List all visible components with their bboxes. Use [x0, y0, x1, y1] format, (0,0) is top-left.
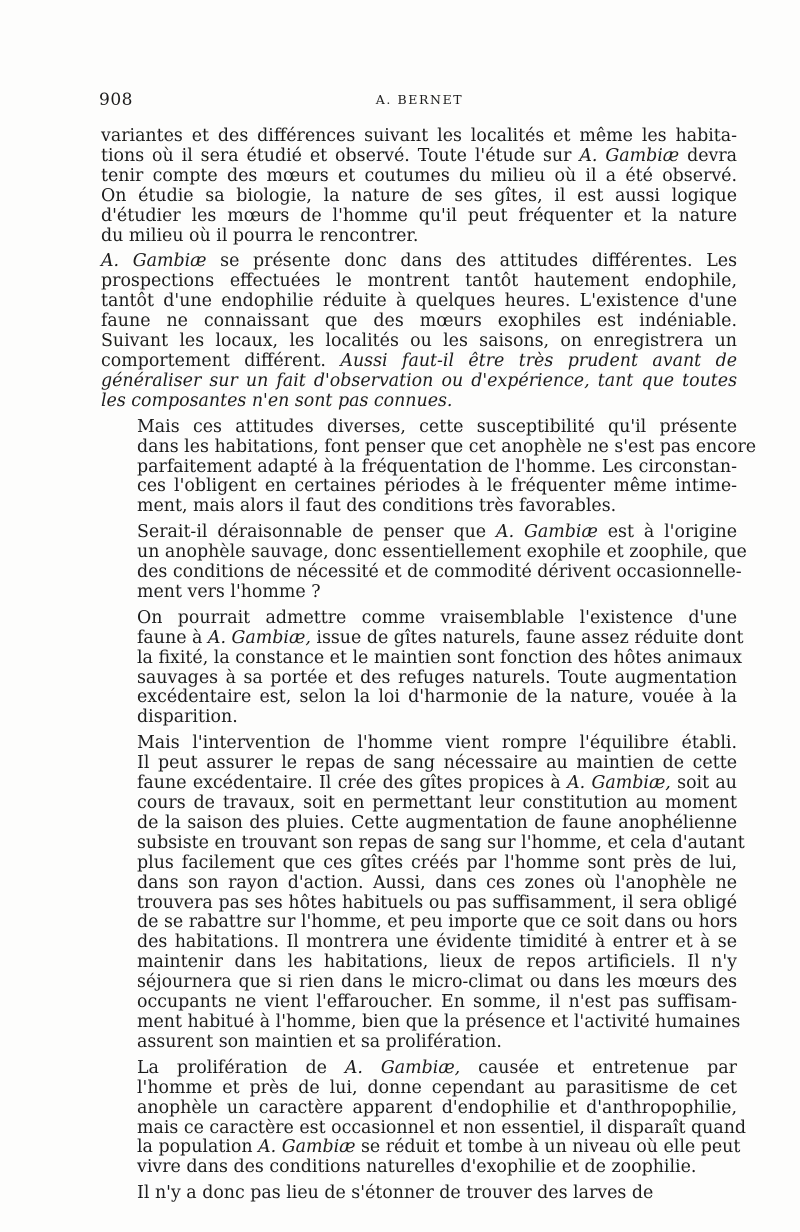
text-line: [101, 436, 757, 458]
text-run: dans son rayon d'action. Aussi, dans ces zones où l'anophèle ne: [137, 872, 737, 893]
italic-run: A. Gambiæ: [496, 522, 598, 543]
text-run: ment habitué à l'homme, bien que la présence et l'activité humaines: [137, 1011, 741, 1032]
text-run: du milieu où il pourra le rencontrer.: [101, 225, 419, 246]
text-line: [101, 1117, 747, 1139]
text-line: [101, 933, 737, 953]
text-run: mais ce caractère est occasionnel et non essentiel, il disparaît quand: [137, 1117, 747, 1138]
text-run: Serait-il déraisonnable de penser que: [137, 522, 497, 543]
text-line: [101, 973, 737, 993]
text-line: [101, 794, 737, 814]
text-run: issue de gîtes naturels, faune assez réduite dont: [310, 627, 744, 648]
text-run: trouvera pas ses hôtes habituels ou pas suffisamment, il sera obligé: [137, 892, 737, 913]
paragraph: [101, 1184, 737, 1204]
text-run: causée et entretenue par: [460, 1057, 737, 1078]
text-line: [101, 583, 737, 603]
text-line: [101, 814, 737, 834]
italic-run: A. Gambiæ: [101, 251, 207, 272]
text-run: excédentaire est, selon la loi d'harmonie de la nature, vouée à la: [137, 687, 737, 708]
text-line: [101, 392, 737, 412]
text-run: de la saison des pluies. Cette augmentation de faune anophélienne: [137, 812, 737, 833]
text-line: [101, 458, 737, 478]
text-run: Suivant les locaux, les localités ou les saisons, on enregistrera un: [101, 331, 737, 352]
italic-run: A. Gambiæ,: [344, 1057, 461, 1078]
italic-run: Aussi faut-il être très prudent avant de: [340, 350, 737, 371]
text-run: variantes et des différences suivant les localités et même les habita-: [101, 126, 737, 146]
text-run: un anophèle sauvage, donc essentiellement exophile et zoophile, que: [137, 542, 747, 563]
text-line: [101, 562, 742, 583]
text-line: [101, 627, 744, 649]
text-run: Il n'y a donc pas lieu de s'étonner de trouver des larves de: [137, 1183, 654, 1204]
text-run: On étudie sa biologie, la nature de ses gîtes, il est aussi logique: [101, 185, 737, 206]
paragraph: [101, 252, 737, 411]
text-run: comportement différent.: [101, 350, 341, 371]
text-run: anophèle un caractère apparent d'endophilie et d'anthropophilie,: [137, 1097, 737, 1118]
text-run: cours de travaux, soit en permettant leur constitution au moment: [137, 793, 737, 813]
text-line: [101, 1033, 737, 1053]
text-line: [101, 272, 737, 292]
paragraph: [101, 607, 744, 728]
text-run: dans les habitations, font penser que cet anophèle ne s'est pas encore: [137, 436, 757, 457]
text-run: se réduit et tombe à un niveau où elle peut: [355, 1137, 741, 1158]
text-line: [101, 167, 737, 187]
text-run: La prolifération de: [137, 1057, 345, 1078]
text-line: [101, 669, 737, 689]
text-run: plus facilement que ces gîtes créés par l'homme sont près de lui,: [137, 852, 737, 873]
running-head: [99, 90, 740, 114]
text-run: faune excédentaire. Il crée des gîtes propices à: [137, 773, 568, 794]
text-line: [101, 734, 737, 754]
text-line: [101, 1158, 737, 1178]
italic-run: les composantes n'en sont pas connues.: [101, 390, 453, 411]
text-line: [101, 688, 737, 708]
text-run: des conditions de nécessité et de commodité dérivent occasionnelle-: [137, 562, 742, 583]
paragraph: [101, 416, 757, 518]
paragraph: [101, 1057, 747, 1178]
text-line: [101, 372, 737, 392]
italic-run: généraliser sur un fait d'observation ou d'expérience, tant que toutes: [101, 370, 737, 391]
text-line: [101, 418, 737, 438]
text-line: [101, 147, 737, 167]
text-line: [101, 609, 737, 629]
text-run: vivre dans des conditions naturelles d'exophilie et de zoophilie.: [137, 1157, 697, 1178]
text-line: [101, 187, 737, 207]
paragraph: [101, 733, 745, 1053]
text-line: [101, 854, 737, 874]
paragraph: [101, 127, 737, 246]
text-line: [101, 312, 737, 332]
text-run: subsiste en trouvant son repas de sang sur l'homme, et cela d'autant: [137, 832, 745, 853]
text-line: [101, 953, 737, 973]
text-line: [101, 352, 737, 372]
text-run: l'homme et près de lui, donne cependant au parasitisme de cet: [137, 1077, 737, 1098]
page-number: 908: [99, 90, 133, 110]
text-run: ment vers l'homme ?: [137, 581, 321, 602]
text-line: [101, 993, 737, 1013]
text-run: la fixité, la constance et le maintien sont fonction des hôtes animaux: [137, 647, 743, 668]
text-run: soit au: [670, 773, 737, 794]
italic-run: A. Gambiæ: [579, 145, 680, 166]
text-run: parfaitement adapté à la fréquentation de l'homme. Les circonstan-: [137, 456, 737, 477]
text-run: Mais ces attitudes diverses, cette susceptibilité qu'il présente: [137, 416, 737, 437]
running-head-author: A. BERNET: [375, 92, 464, 107]
text-run: tions où il sera étudié et observé. Toute l'étude sur: [101, 145, 580, 166]
text-run: occupants ne vient l'effaroucher. En somme, il n'est pas suffisam-: [137, 992, 737, 1013]
text-run: Il peut assurer le repas de sang nécessaire au maintien de cette: [137, 753, 737, 774]
text-line: [101, 477, 737, 497]
text-line: [101, 542, 747, 563]
text-line: [101, 332, 737, 352]
text-line: [101, 127, 737, 147]
text-run: est à l'origine: [597, 522, 737, 543]
text-line: [101, 913, 737, 933]
text-run: ces l'obligent en certaines périodes à le fréquenter même intime-: [137, 476, 737, 497]
text-line: [101, 774, 737, 794]
text-line: [101, 1184, 737, 1204]
text-run: d'étudier les mœurs de l'homme qu'il peut fréquenter et la nature: [101, 205, 737, 226]
text-line: [101, 1137, 741, 1158]
body-text: [101, 126, 757, 1210]
text-line: [101, 1059, 737, 1079]
text-line: [101, 1079, 737, 1099]
text-run: des habitations. Il montrera une évidente timidité à entrer et à se: [137, 932, 737, 953]
text-run: faune à: [137, 627, 208, 648]
text-run: prospections effectuées le montrent tantôt hautement endophile,: [101, 271, 737, 292]
text-line: [101, 252, 737, 272]
text-run: devra: [679, 145, 737, 166]
text-line: [101, 292, 737, 312]
text-line: [101, 894, 737, 914]
paragraph: [101, 522, 747, 603]
text-run: tantôt d'une endophilie réduite à quelques heures. L'existence d'une: [101, 291, 737, 312]
text-run: la population: [137, 1137, 259, 1158]
text-run: disparition.: [137, 707, 238, 728]
text-line: [101, 832, 745, 854]
text-line: [101, 1011, 741, 1033]
text-run: On pourrait admettre comme vraisemblable l'existence d'une: [137, 607, 737, 628]
text-line: [101, 754, 737, 774]
text-run: de se rabattre sur l'homme, et peu importe que ce soit dans ou hors: [137, 912, 738, 933]
text-line: [101, 647, 743, 669]
text-run: séjournera que si rien dans le micro-climat ou dans les mœurs des: [137, 972, 737, 993]
text-line: [101, 207, 737, 227]
text-line: [101, 874, 737, 894]
text-line: [101, 523, 737, 543]
text-run: sauvages à sa portée et des refuges naturels. Toute augmentation: [137, 667, 737, 688]
italic-run: A. Gambiæ,: [567, 773, 671, 794]
text-run: assurent son maintien et sa prolifération.: [137, 1031, 502, 1052]
text-run: se présente donc dans des attitudes différentes. Les: [206, 251, 737, 272]
text-run: maintenir dans les habitations, lieux de repos artificiels. Il n'y: [137, 952, 737, 973]
text-run: faune ne connaissant que des mœurs exophiles est indéniable.: [101, 311, 737, 332]
text-line: [101, 227, 737, 247]
text-line: [101, 497, 737, 517]
italic-run: A. Gambiæ,: [207, 627, 311, 648]
text-run: Mais l'intervention de l'homme vient rompre l'équilibre établi.: [137, 733, 737, 754]
text-line: [101, 708, 737, 728]
text-run: ment, mais alors il faut des conditions très favorables.: [137, 496, 617, 517]
text-line: [101, 1099, 737, 1119]
text-run: tenir compte des mœurs et coutumes du milieu où il a été observé.: [101, 165, 737, 186]
italic-run: A. Gambiæ: [258, 1137, 356, 1158]
